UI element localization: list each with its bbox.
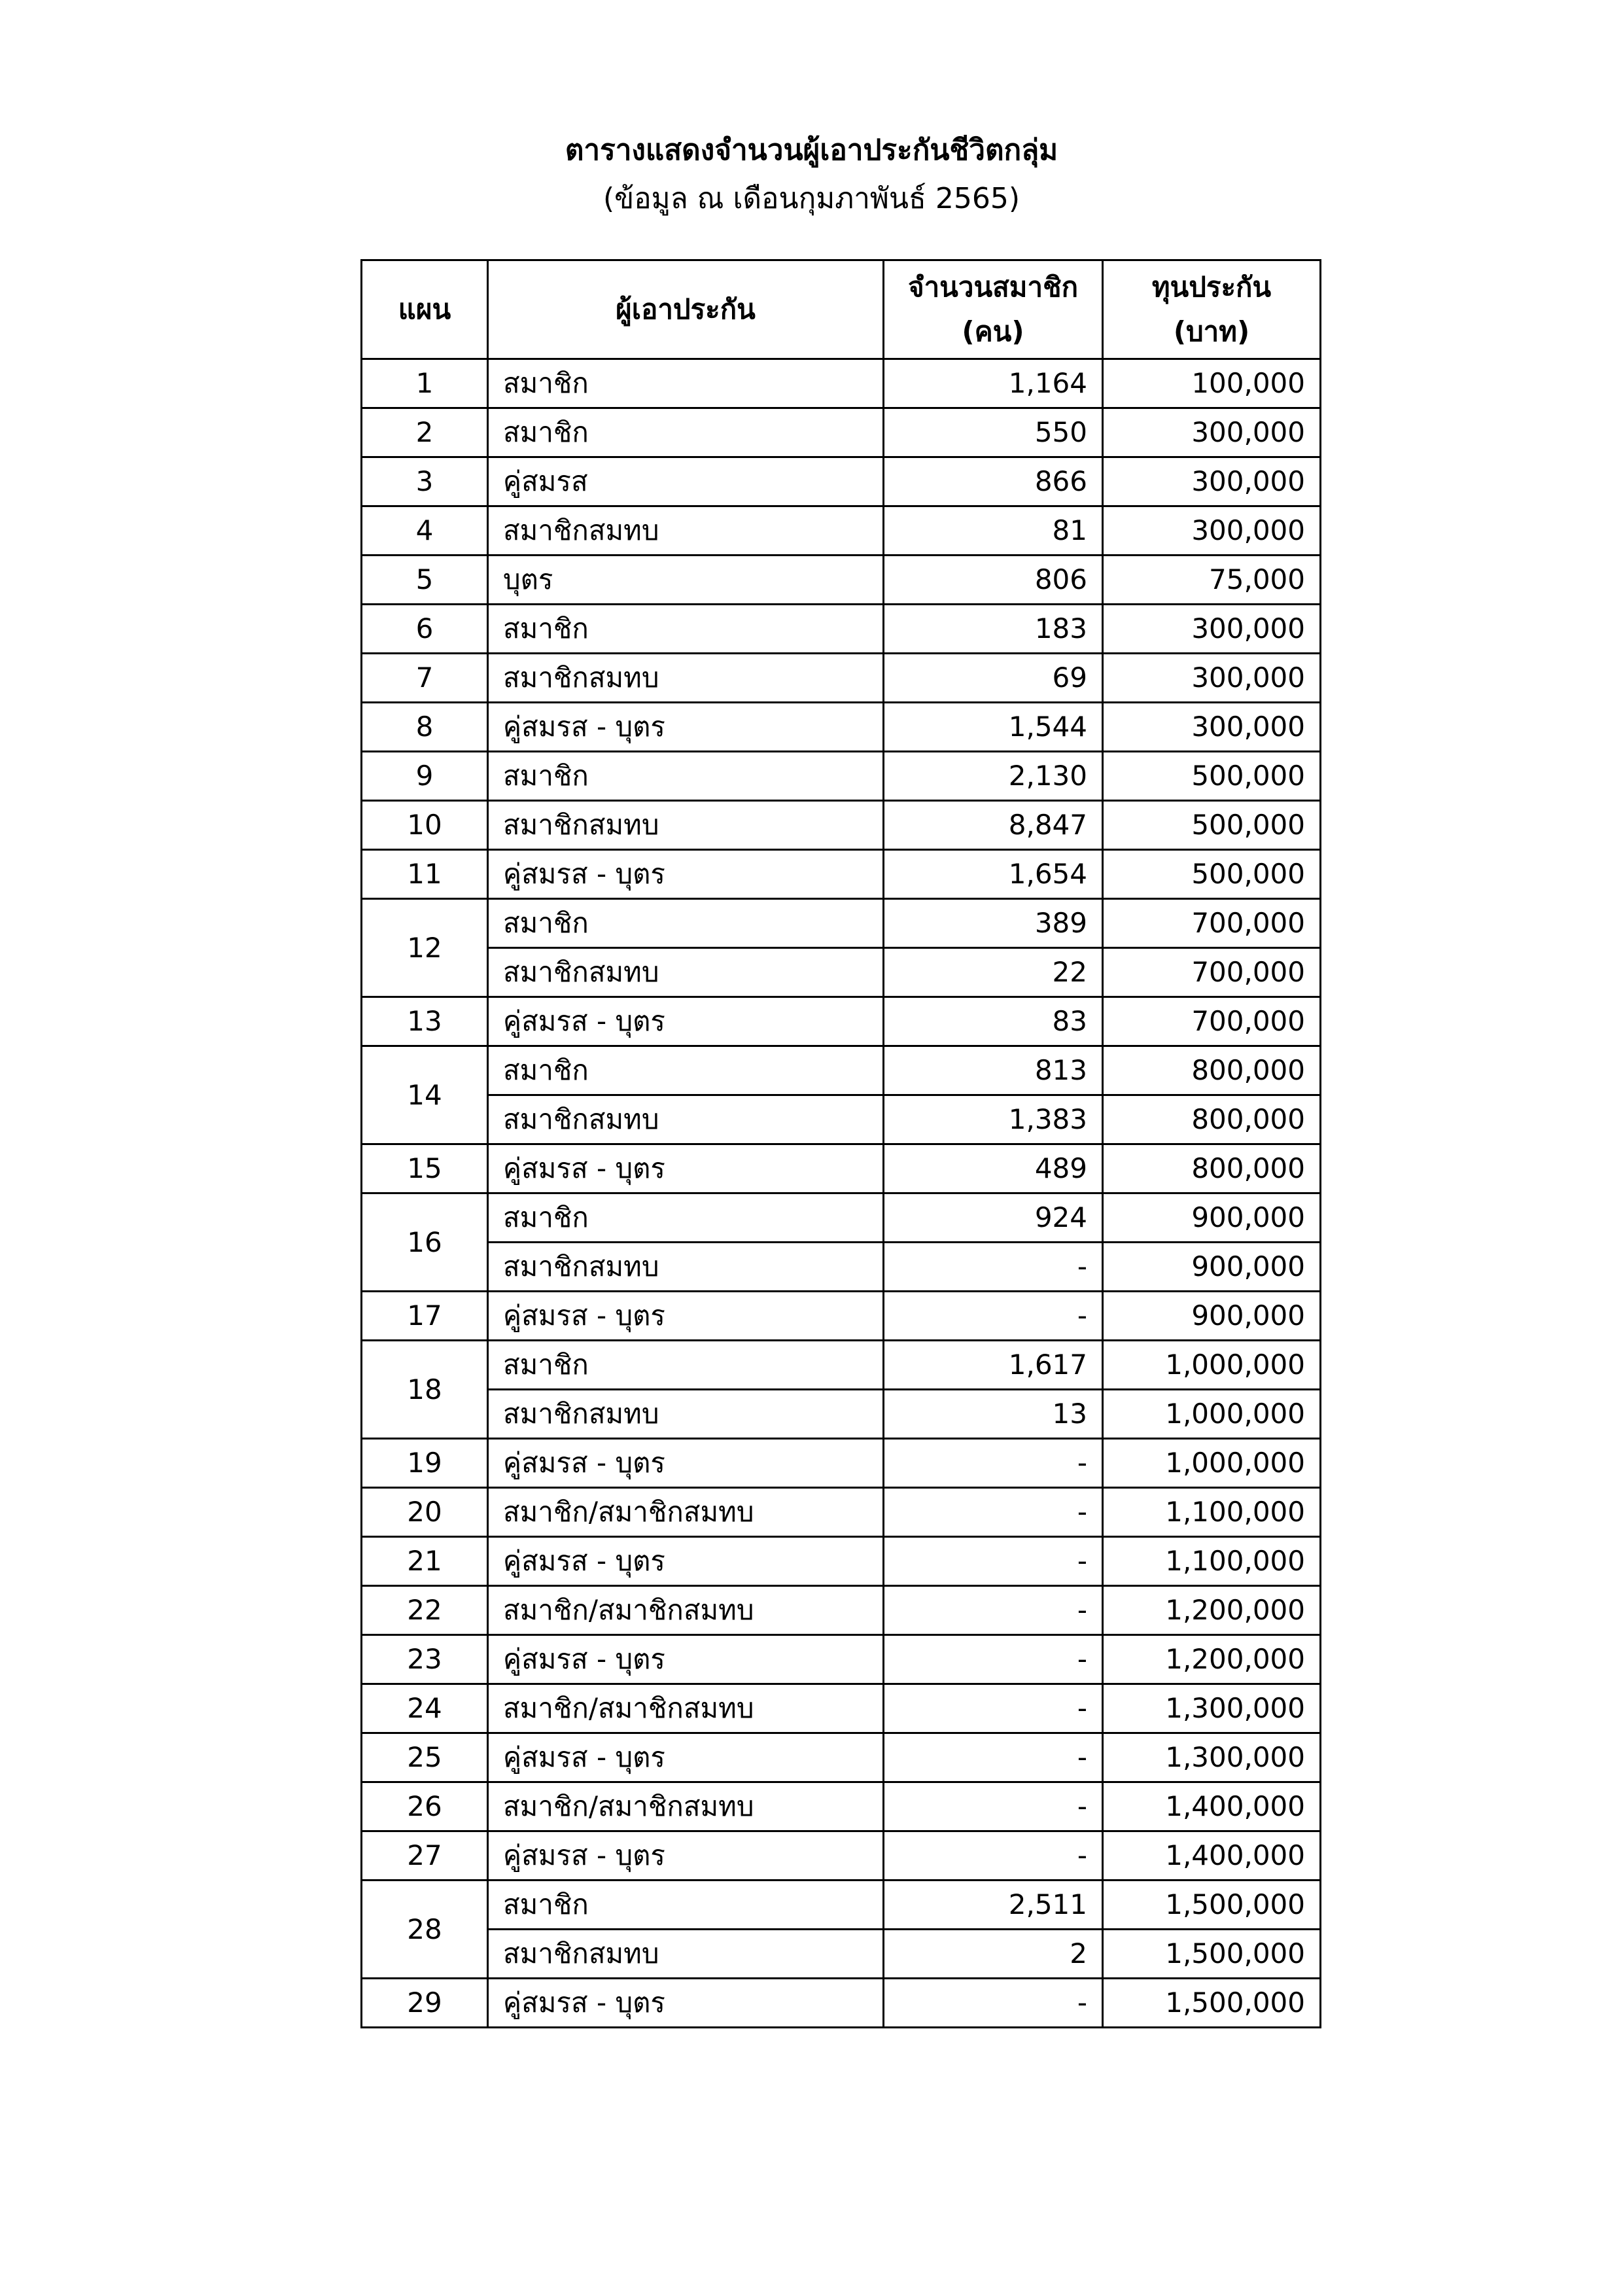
cell-members: - bbox=[884, 1586, 1103, 1635]
cell-sum-insured: 1,500,000 bbox=[1103, 1979, 1321, 2028]
cell-sum-insured: 1,000,000 bbox=[1103, 1439, 1321, 1488]
cell-plan: 3 bbox=[362, 457, 488, 506]
page-subtitle: (ข้อมูล ณ เดือนกุมภาพันธ์ 2565) bbox=[603, 182, 1020, 215]
cell-members: 2 bbox=[884, 1930, 1103, 1979]
cell-members: - bbox=[884, 1243, 1103, 1292]
cell-sum-insured: 700,000 bbox=[1103, 997, 1321, 1046]
cell-plan: 27 bbox=[362, 1831, 488, 1881]
header-sum-line1: ทุนประกัน bbox=[1151, 271, 1272, 303]
cell-insured: สมาชิก bbox=[488, 408, 884, 457]
cell-sum-insured: 300,000 bbox=[1103, 408, 1321, 457]
cell-sum-insured: 1,400,000 bbox=[1103, 1782, 1321, 1831]
cell-sum-insured: 100,000 bbox=[1103, 359, 1321, 408]
cell-insured: สมาชิก bbox=[488, 605, 884, 654]
table-row bbox=[362, 1095, 1321, 1144]
cell-insured: สมาชิกสมทบ bbox=[488, 1243, 884, 1292]
cell-members: 389 bbox=[884, 899, 1103, 948]
table-row bbox=[362, 948, 1321, 997]
cell-members: 813 bbox=[884, 1046, 1103, 1095]
cell-members: - bbox=[884, 1782, 1103, 1831]
cell-members: 22 bbox=[884, 948, 1103, 997]
cell-sum-insured: 1,300,000 bbox=[1103, 1684, 1321, 1733]
cell-plan: 15 bbox=[362, 1144, 488, 1193]
cell-plan: 25 bbox=[362, 1733, 488, 1782]
table-row bbox=[362, 1390, 1321, 1439]
header-sum-insured bbox=[1103, 260, 1321, 359]
cell-members: 1,654 bbox=[884, 850, 1103, 899]
cell-sum-insured: 700,000 bbox=[1103, 948, 1321, 997]
cell-sum-insured: 900,000 bbox=[1103, 1193, 1321, 1243]
cell-insured: สมาชิก bbox=[488, 1193, 884, 1243]
cell-insured: คู่สมรส - บุตร bbox=[488, 997, 884, 1046]
cell-insured: คู่สมรส - บุตร bbox=[488, 850, 884, 899]
cell-insured: สมาชิกสมทบ bbox=[488, 654, 884, 703]
cell-members: 1,383 bbox=[884, 1095, 1103, 1144]
table-row bbox=[362, 359, 1321, 408]
cell-plan: 24 bbox=[362, 1684, 488, 1733]
insured-table bbox=[360, 259, 1321, 2028]
cell-insured: สมาชิก bbox=[488, 1341, 884, 1390]
cell-insured: สมาชิกสมทบ bbox=[488, 1095, 884, 1144]
cell-sum-insured: 900,000 bbox=[1103, 1243, 1321, 1292]
cell-members: - bbox=[884, 1537, 1103, 1586]
cell-plan: 10 bbox=[362, 801, 488, 850]
cell-insured: สมาชิกสมทบ bbox=[488, 948, 884, 997]
table-row bbox=[362, 1292, 1321, 1341]
table-row bbox=[362, 1243, 1321, 1292]
cell-members: 81 bbox=[884, 506, 1103, 556]
table-row bbox=[362, 1635, 1321, 1684]
cell-members: 13 bbox=[884, 1390, 1103, 1439]
cell-sum-insured: 1,200,000 bbox=[1103, 1635, 1321, 1684]
cell-members: - bbox=[884, 1488, 1103, 1537]
header-members-line1: จำนวนสมาชิก bbox=[907, 271, 1079, 303]
cell-insured: สมาชิก bbox=[488, 752, 884, 801]
table-row bbox=[362, 1537, 1321, 1586]
cell-plan: 9 bbox=[362, 752, 488, 801]
cell-plan: 12 bbox=[362, 899, 488, 997]
cell-members: 489 bbox=[884, 1144, 1103, 1193]
table-row bbox=[362, 703, 1321, 752]
table-row bbox=[362, 1831, 1321, 1881]
cell-sum-insured: 1,100,000 bbox=[1103, 1488, 1321, 1537]
cell-members: 1,544 bbox=[884, 703, 1103, 752]
cell-members: 550 bbox=[884, 408, 1103, 457]
table-row bbox=[362, 506, 1321, 556]
cell-members: 8,847 bbox=[884, 801, 1103, 850]
cell-plan: 20 bbox=[362, 1488, 488, 1537]
cell-plan: 18 bbox=[362, 1341, 488, 1439]
cell-insured: สมาชิก bbox=[488, 1881, 884, 1930]
cell-insured: สมาชิก bbox=[488, 1046, 884, 1095]
table-row bbox=[362, 1586, 1321, 1635]
table-row bbox=[362, 997, 1321, 1046]
table-row bbox=[362, 1930, 1321, 1979]
table-row bbox=[362, 408, 1321, 457]
cell-sum-insured: 1,100,000 bbox=[1103, 1537, 1321, 1586]
cell-plan: 26 bbox=[362, 1782, 488, 1831]
table-row bbox=[362, 1046, 1321, 1095]
cell-members: 1,617 bbox=[884, 1341, 1103, 1390]
cell-insured: สมาชิก/สมาชิกสมทบ bbox=[488, 1782, 884, 1831]
cell-sum-insured: 1,500,000 bbox=[1103, 1881, 1321, 1930]
table-row bbox=[362, 1439, 1321, 1488]
cell-plan: 21 bbox=[362, 1537, 488, 1586]
cell-sum-insured: 500,000 bbox=[1103, 850, 1321, 899]
table-body bbox=[362, 359, 1321, 2028]
cell-sum-insured: 300,000 bbox=[1103, 506, 1321, 556]
cell-insured: คู่สมรส - บุตร bbox=[488, 1733, 884, 1782]
cell-sum-insured: 300,000 bbox=[1103, 457, 1321, 506]
cell-plan: 13 bbox=[362, 997, 488, 1046]
cell-members: - bbox=[884, 1979, 1103, 2028]
cell-members: 806 bbox=[884, 556, 1103, 605]
cell-sum-insured: 700,000 bbox=[1103, 899, 1321, 948]
cell-members: 83 bbox=[884, 997, 1103, 1046]
header-sum-line2: (บาท) bbox=[1173, 315, 1250, 347]
cell-sum-insured: 1,000,000 bbox=[1103, 1341, 1321, 1390]
cell-insured: คู่สมรส - บุตร bbox=[488, 1635, 884, 1684]
cell-sum-insured: 300,000 bbox=[1103, 605, 1321, 654]
cell-members: 924 bbox=[884, 1193, 1103, 1243]
table-row bbox=[362, 556, 1321, 605]
cell-plan: 14 bbox=[362, 1046, 488, 1144]
table-row bbox=[362, 457, 1321, 506]
header-members bbox=[884, 260, 1103, 359]
table-row bbox=[362, 1979, 1321, 2028]
table-row bbox=[362, 605, 1321, 654]
cell-insured: คู่สมรส - บุตร bbox=[488, 1439, 884, 1488]
cell-sum-insured: 500,000 bbox=[1103, 801, 1321, 850]
cell-plan: 22 bbox=[362, 1586, 488, 1635]
cell-insured: คู่สมรส - บุตร bbox=[488, 1292, 884, 1341]
cell-plan: 16 bbox=[362, 1193, 488, 1292]
table-row bbox=[362, 1341, 1321, 1390]
cell-sum-insured: 800,000 bbox=[1103, 1095, 1321, 1144]
cell-insured: คู่สมรส bbox=[488, 457, 884, 506]
cell-members: 2,511 bbox=[884, 1881, 1103, 1930]
table-row bbox=[362, 850, 1321, 899]
table-row bbox=[362, 1881, 1321, 1930]
cell-sum-insured: 1,500,000 bbox=[1103, 1930, 1321, 1979]
header-insured: ผู้เอาประกัน bbox=[488, 260, 884, 359]
cell-sum-insured: 1,000,000 bbox=[1103, 1390, 1321, 1439]
cell-members: - bbox=[884, 1684, 1103, 1733]
cell-members: 1,164 bbox=[884, 359, 1103, 408]
cell-sum-insured: 800,000 bbox=[1103, 1144, 1321, 1193]
cell-plan: 28 bbox=[362, 1881, 488, 1979]
cell-insured: บุตร bbox=[488, 556, 884, 605]
cell-plan: 17 bbox=[362, 1292, 488, 1341]
table-row bbox=[362, 1193, 1321, 1243]
table-row bbox=[362, 801, 1321, 850]
cell-insured: สมาชิกสมทบ bbox=[488, 801, 884, 850]
cell-members: - bbox=[884, 1439, 1103, 1488]
cell-insured: สมาชิกสมทบ bbox=[488, 1390, 884, 1439]
page-title: ตารางแสดงจำนวนผู้เอาประกันชีวิตกลุ่ม bbox=[565, 133, 1058, 167]
cell-sum-insured: 500,000 bbox=[1103, 752, 1321, 801]
cell-members: - bbox=[884, 1635, 1103, 1684]
cell-plan: 6 bbox=[362, 605, 488, 654]
cell-insured: สมาชิกสมทบ bbox=[488, 1930, 884, 1979]
cell-insured: คู่สมรส - บุตร bbox=[488, 1537, 884, 1586]
cell-insured: สมาชิก bbox=[488, 899, 884, 948]
header-plan: แผน bbox=[362, 260, 488, 359]
table-row bbox=[362, 899, 1321, 948]
table-row bbox=[362, 1684, 1321, 1733]
cell-members: 69 bbox=[884, 654, 1103, 703]
cell-sum-insured: 1,200,000 bbox=[1103, 1586, 1321, 1635]
cell-plan: 8 bbox=[362, 703, 488, 752]
table-row bbox=[362, 654, 1321, 703]
cell-sum-insured: 900,000 bbox=[1103, 1292, 1321, 1341]
cell-plan: 19 bbox=[362, 1439, 488, 1488]
cell-members: 2,130 bbox=[884, 752, 1103, 801]
cell-sum-insured: 75,000 bbox=[1103, 556, 1321, 605]
table-row bbox=[362, 752, 1321, 801]
cell-sum-insured: 1,400,000 bbox=[1103, 1831, 1321, 1881]
header-members-line2: (คน) bbox=[962, 315, 1024, 347]
cell-plan: 29 bbox=[362, 1979, 488, 2028]
cell-plan: 2 bbox=[362, 408, 488, 457]
table-row bbox=[362, 1782, 1321, 1831]
cell-members: - bbox=[884, 1733, 1103, 1782]
cell-insured: สมาชิก/สมาชิกสมทบ bbox=[488, 1586, 884, 1635]
table-header-row bbox=[362, 260, 1321, 359]
cell-insured: คู่สมรส - บุตร bbox=[488, 703, 884, 752]
cell-members: - bbox=[884, 1292, 1103, 1341]
cell-sum-insured: 300,000 bbox=[1103, 654, 1321, 703]
cell-sum-insured: 1,300,000 bbox=[1103, 1733, 1321, 1782]
cell-plan: 1 bbox=[362, 359, 488, 408]
cell-sum-insured: 800,000 bbox=[1103, 1046, 1321, 1095]
cell-plan: 5 bbox=[362, 556, 488, 605]
cell-insured: สมาชิก/สมาชิกสมทบ bbox=[488, 1684, 884, 1733]
cell-insured: สมาชิก/สมาชิกสมทบ bbox=[488, 1488, 884, 1537]
cell-insured: คู่สมรส - บุตร bbox=[488, 1144, 884, 1193]
cell-sum-insured: 300,000 bbox=[1103, 703, 1321, 752]
cell-insured: สมาชิก bbox=[488, 359, 884, 408]
table-row bbox=[362, 1733, 1321, 1782]
cell-insured: คู่สมรส - บุตร bbox=[488, 1979, 884, 2028]
cell-insured: สมาชิกสมทบ bbox=[488, 506, 884, 556]
cell-plan: 11 bbox=[362, 850, 488, 899]
cell-members: - bbox=[884, 1831, 1103, 1881]
cell-insured: คู่สมรส - บุตร bbox=[488, 1831, 884, 1881]
cell-members: 183 bbox=[884, 605, 1103, 654]
table-row bbox=[362, 1488, 1321, 1537]
cell-plan: 23 bbox=[362, 1635, 488, 1684]
cell-plan: 7 bbox=[362, 654, 488, 703]
cell-plan: 4 bbox=[362, 506, 488, 556]
cell-members: 866 bbox=[884, 457, 1103, 506]
table-row bbox=[362, 1144, 1321, 1193]
